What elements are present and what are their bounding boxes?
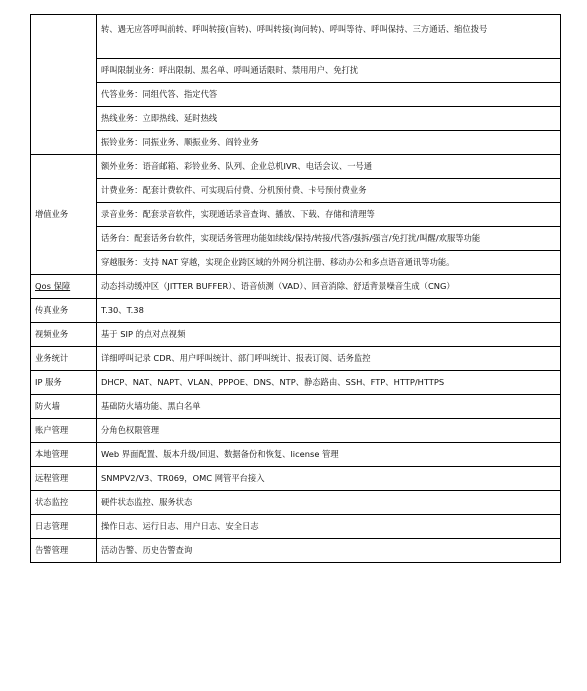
table-row — [31, 203, 561, 227]
table-row — [31, 443, 561, 467]
table-row — [31, 299, 561, 323]
table-row — [31, 395, 561, 419]
category-cell: 防火墙 — [31, 395, 97, 419]
description-cell: 计费业务：配套计费软件、可实现后付费、分机预付费、卡号预付费业务 — [97, 179, 561, 203]
description-cell: 动态抖动缓冲区（JITTER BUFFER）、语音侦测（VAD）、回音消除、舒适背景噪音生成（CNG） — [97, 275, 561, 299]
category-cell: Qos 保障 — [31, 275, 97, 299]
description-cell: 代答业务：同组代答、指定代答 — [97, 83, 561, 107]
category-cell-basic — [31, 15, 97, 155]
category-cell: 视频业务 — [31, 323, 97, 347]
table-row — [31, 275, 561, 299]
description-cell: 额外业务：语音邮箱、彩铃业务、队列、企业总机IVR、电话会议、一号通 — [97, 155, 561, 179]
category-cell: 告警管理 — [31, 539, 97, 563]
description-cell: 振铃业务：同振业务、顺振业务、阎铃业务 — [97, 131, 561, 155]
table-row — [31, 155, 561, 179]
description-cell: SNMPV2/V3、TR069，OMC 网管平台接入 — [97, 467, 561, 491]
table-row — [31, 539, 561, 563]
category-cell: 业务统计 — [31, 347, 97, 371]
category-cell: 本地管理 — [31, 443, 97, 467]
description-cell: 呼叫限制业务：呼出限制、黑名单、呼叫通话限时、禁用用户、免打扰 — [97, 59, 561, 83]
category-cell: 传真业务 — [31, 299, 97, 323]
table-row — [31, 59, 561, 83]
description-cell: 热线业务：立即热线、延时热线 — [97, 107, 561, 131]
category-cell-value-added: 增值业务 — [31, 155, 97, 275]
table-row — [31, 515, 561, 539]
description-cell: 穿越服务：支持 NAT 穿越，实现企业跨区域的外网分机注册、移动办公和多点语音通讯等功能。 — [97, 251, 561, 275]
description-cell: 录音业务：配套录音软件，实现通话录音查询、播放、下载、存储和清理等 — [97, 203, 561, 227]
category-cell: IP 服务 — [31, 371, 97, 395]
feature-table — [30, 14, 561, 563]
table-row — [31, 467, 561, 491]
table-row — [31, 131, 561, 155]
table-row — [31, 347, 561, 371]
description-cell: 话务台：配套话务台软件，实现话务管理功能如续线/保持/转接/代答/强拆/强言/免打扰/叫醒/欢服等功能 — [97, 227, 561, 251]
description-cell: 活动告警、历史告警查询 — [97, 539, 561, 563]
description-cell: 硬件状态监控、服务状态 — [97, 491, 561, 515]
table-row — [31, 251, 561, 275]
description-cell: 操作日志、运行日志、用户日志、安全日志 — [97, 515, 561, 539]
table-row — [31, 15, 561, 59]
category-cell: 账户管理 — [31, 419, 97, 443]
description-cell: 转、遇无应答呼叫前转、呼叫转接(盲转)、呼叫转接(询问转)、呼叫等待、呼叫保持、三方通话、缩位拨号 — [97, 15, 561, 59]
description-cell: T.30、T.38 — [97, 299, 561, 323]
category-cell: 远程管理 — [31, 467, 97, 491]
description-cell: DHCP、NAT、NAPT、VLAN、PPPOE、DNS、NTP、静态路由、SSH、FTP、HTTP/HTTPS — [97, 371, 561, 395]
description-cell: 基于 SIP 的点对点视频 — [97, 323, 561, 347]
table-row — [31, 107, 561, 131]
category-cell: 状态监控 — [31, 491, 97, 515]
table-row — [31, 323, 561, 347]
category-cell: 日志管理 — [31, 515, 97, 539]
description-cell: Web 界面配置、版本升级/回退、数据备份和恢复、license 管理 — [97, 443, 561, 467]
table-row — [31, 179, 561, 203]
table-row — [31, 227, 561, 251]
table-row — [31, 83, 561, 107]
description-cell: 详细呼叫记录 CDR、用户呼叫统计、部门呼叫统计、报表订阅、话务监控 — [97, 347, 561, 371]
description-cell: 基础防火墙功能、黑白名单 — [97, 395, 561, 419]
table-row — [31, 419, 561, 443]
table-row — [31, 371, 561, 395]
description-cell: 分角色权限管理 — [97, 419, 561, 443]
table-row — [31, 491, 561, 515]
